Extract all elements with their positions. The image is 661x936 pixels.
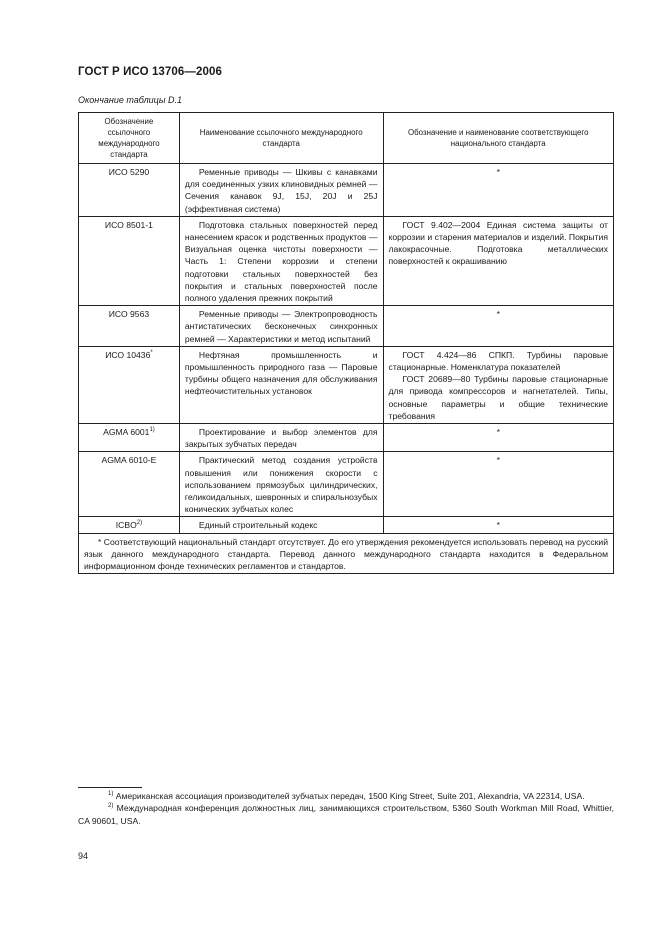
footnote-text: Американская ассоциация производителей зубчатых передач, 1500 King Street, Suite 201, Alexandria, VA 22314, USA. bbox=[115, 791, 585, 801]
table-note-row bbox=[79, 533, 614, 574]
national-standard-cell bbox=[383, 216, 613, 305]
column-header-national: Обозначение и наименование соответствующего национального стандарта bbox=[383, 113, 613, 164]
table-row bbox=[79, 346, 614, 423]
designation-cell bbox=[79, 424, 180, 452]
designation-text: ИСО 10436 bbox=[105, 349, 151, 360]
table-row bbox=[79, 517, 614, 533]
standard-name-text: Ременные приводы — Электропроводность антистатических бесконечных синхронных ремней — Характеристики и метод испытаний bbox=[184, 309, 378, 344]
national-standard-text: ГОСТ 20689—80 Турбины паровые стационарные для привода компрессоров и нагнетателей. Типы, основные параметры и общие технические требования bbox=[388, 374, 608, 421]
standard-name-text: Проектирование и выбор элементов для закрытых зубчатых передач bbox=[184, 427, 378, 450]
table-row bbox=[79, 452, 614, 517]
table-caption: Окончание таблицы D.1 bbox=[78, 95, 182, 105]
standard-name-cell bbox=[179, 346, 383, 423]
national-standard-text: ГОСТ 4.424—86 СПКП. Турбины паровые стационарные. Номенклатура показателей bbox=[388, 349, 608, 373]
standard-name-text: Ременные приводы — Шкивы с канавками для соединенных узких клиновидных ремней — Сечения канавок 9J, 15J, 20J и 25J (эффективная система) bbox=[184, 167, 378, 214]
column-header-name: Наименование ссылочного международного стандарта bbox=[179, 113, 383, 164]
no-national-standard-mark: * bbox=[496, 309, 500, 320]
designation-text: ИСО 5290 bbox=[108, 167, 150, 177]
footnote-mark: 2) bbox=[108, 803, 114, 810]
designation-text: AGMA 6010-E bbox=[101, 455, 157, 466]
national-standard-text: ГОСТ 9.402—2004 Единая система защиты от коррозии и старения материалов и изделий. Покрытия лакокрасочные. Подготовка металлических поверхностей к окрашиванию bbox=[388, 219, 608, 267]
table-note: * Соответствующий национальный стандарт отсутствует. До его утверждения рекомендуется использовать перевод на русский язык данного международного стандарта. Перевод данного международного стандарта находится в Федеральном информационном фонде технических регламентов и стандартов. bbox=[84, 536, 608, 572]
document-header: ГОСТ Р ИСО 13706—2006 bbox=[78, 66, 223, 78]
standard-name-cell bbox=[179, 517, 383, 533]
column-header-designation: Обозначение ссылочного международного стандарта bbox=[79, 113, 180, 164]
designation-text: ИСО 8501-1 bbox=[104, 219, 153, 230]
standard-name-text: Практический метод создания устройств повышения или понижения скорости с использованием прямозубых цилиндрических, геликоидальных, шевронных и спиральнозубых конических зубчатых колес bbox=[184, 455, 378, 515]
national-standard-cell bbox=[383, 164, 613, 217]
standard-name-cell bbox=[179, 452, 383, 517]
designation-cell bbox=[79, 517, 180, 533]
no-national-standard-mark: * bbox=[496, 455, 500, 466]
national-standard-cell bbox=[383, 517, 613, 533]
standard-name-cell bbox=[179, 306, 383, 347]
table-header-row bbox=[79, 113, 614, 164]
designation-footnote-mark: 2) bbox=[136, 520, 143, 527]
no-national-standard-mark: * bbox=[496, 427, 500, 438]
standards-table bbox=[78, 112, 614, 574]
table-row bbox=[79, 216, 614, 305]
standard-name-text: Единый строительный кодекс bbox=[198, 520, 318, 531]
footnote bbox=[78, 802, 614, 827]
footnote-separator bbox=[78, 787, 142, 788]
no-national-standard-mark: * bbox=[496, 520, 500, 531]
national-standard-cell bbox=[383, 452, 613, 517]
footnotes bbox=[78, 790, 614, 827]
standard-name-text: Нефтяная промышленность и промышленность природного газа — Паровые турбины общего назначения для обслуживания нефтеочистительных установок bbox=[184, 349, 378, 397]
national-standard-cell bbox=[383, 346, 613, 423]
table-row bbox=[79, 306, 614, 347]
standard-name-text: Подготовка стальных поверхностей перед нанесением красок и родственных продуктов — Визуальная оценка чистоты поверхности — Часть 1: Степени коррозии и степени подготовки стальных поверхностей без покрытия и стальных поверхностей после полного удаления прежних покрытий bbox=[184, 219, 378, 304]
footnote-mark: 1) bbox=[108, 791, 114, 798]
designation-footnote-mark: * bbox=[150, 349, 153, 356]
national-standard-cell bbox=[383, 424, 613, 452]
national-standard-cell bbox=[383, 306, 613, 347]
page-number: 94 bbox=[78, 851, 89, 861]
designation-cell bbox=[79, 346, 180, 423]
designation-cell bbox=[79, 216, 180, 305]
no-national-standard-mark: * bbox=[496, 167, 500, 177]
designation-cell bbox=[79, 452, 180, 517]
designation-footnote-mark: 1) bbox=[149, 427, 155, 434]
designation-cell bbox=[79, 164, 180, 217]
table-row bbox=[79, 164, 614, 217]
designation-text: AGMA 6001 bbox=[103, 427, 150, 438]
designation-text: ICBO bbox=[115, 520, 137, 531]
standard-name-cell bbox=[179, 216, 383, 305]
footnote bbox=[78, 790, 614, 802]
standard-name-cell bbox=[179, 164, 383, 217]
designation-text: ИСО 9563 bbox=[108, 309, 150, 320]
standard-name-cell bbox=[179, 424, 383, 452]
table-row bbox=[79, 424, 614, 452]
footnote-text: Международная конференция должностных лиц, занимающихся строительством, 5360 South Workman Mill Road, Whittier, CA 90601, USA. bbox=[78, 803, 614, 826]
designation-cell bbox=[79, 306, 180, 347]
